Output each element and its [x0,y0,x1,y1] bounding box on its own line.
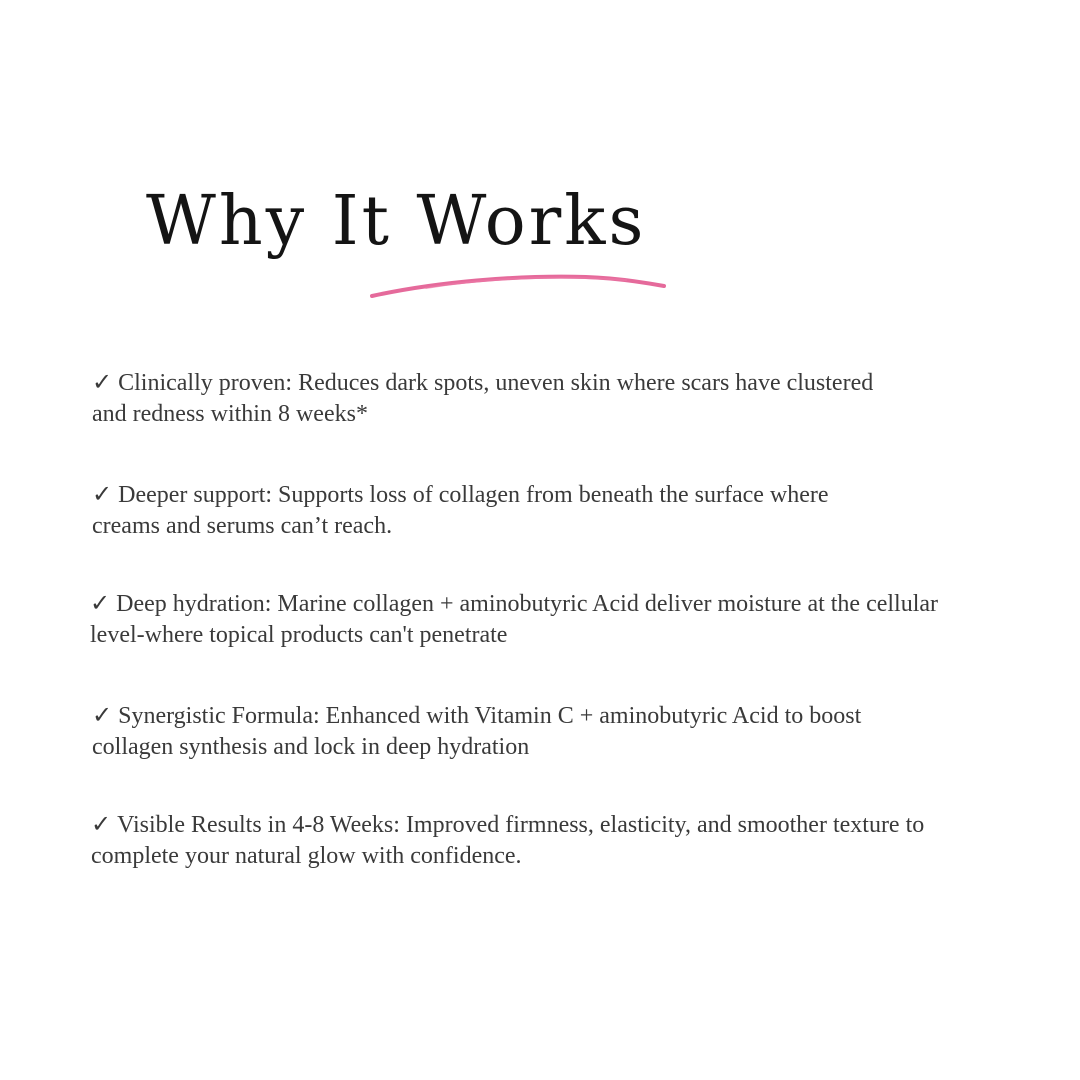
check-icon: ✓ [92,703,113,729]
benefit-line [90,589,938,620]
benefit-item-deeper-support [92,480,829,542]
benefit-text: Clinically proven: Reduces dark spots, uneven skin where scars have clustered [118,370,874,396]
benefit-line [92,701,861,732]
benefit-text-continued: collagen synthesis and lock in deep hydration [92,734,530,760]
benefit-text-continued: complete your natural glow with confidence. [91,843,522,869]
benefit-item-deep-hydration [90,589,938,651]
benefit-text: Deeper support: Supports loss of collagen from beneath the surface where [118,482,829,508]
benefit-item-clinically-proven [92,368,873,430]
benefit-text-continued: creams and serums can’t reach. [92,513,393,539]
benefit-text: Synergistic Formula: Enhanced with Vitamin C + aminobutyric Acid to boost [118,703,862,729]
benefit-line [92,368,873,399]
benefit-line [91,810,924,841]
check-icon: ✓ [92,482,113,508]
page-title: Why It Works [146,182,647,261]
check-icon: ✓ [92,370,113,396]
check-icon: ✓ [90,591,111,617]
benefit-text-continued: level-where topical products can't penetrate [90,622,508,648]
benefit-text: Visible Results in 4-8 Weeks: Improved firmness, elasticity, and smoother texture to [117,812,925,838]
benefit-text-continued: and redness within 8 weeks* [92,401,368,427]
check-icon: ✓ [91,812,112,838]
benefit-text: Deep hydration: Marine collagen + aminobutyric Acid deliver moisture at the cellular [116,591,939,617]
benefit-line [92,480,829,511]
benefit-item-synergistic-formula [92,701,861,763]
benefit-item-visible-results [91,810,924,872]
